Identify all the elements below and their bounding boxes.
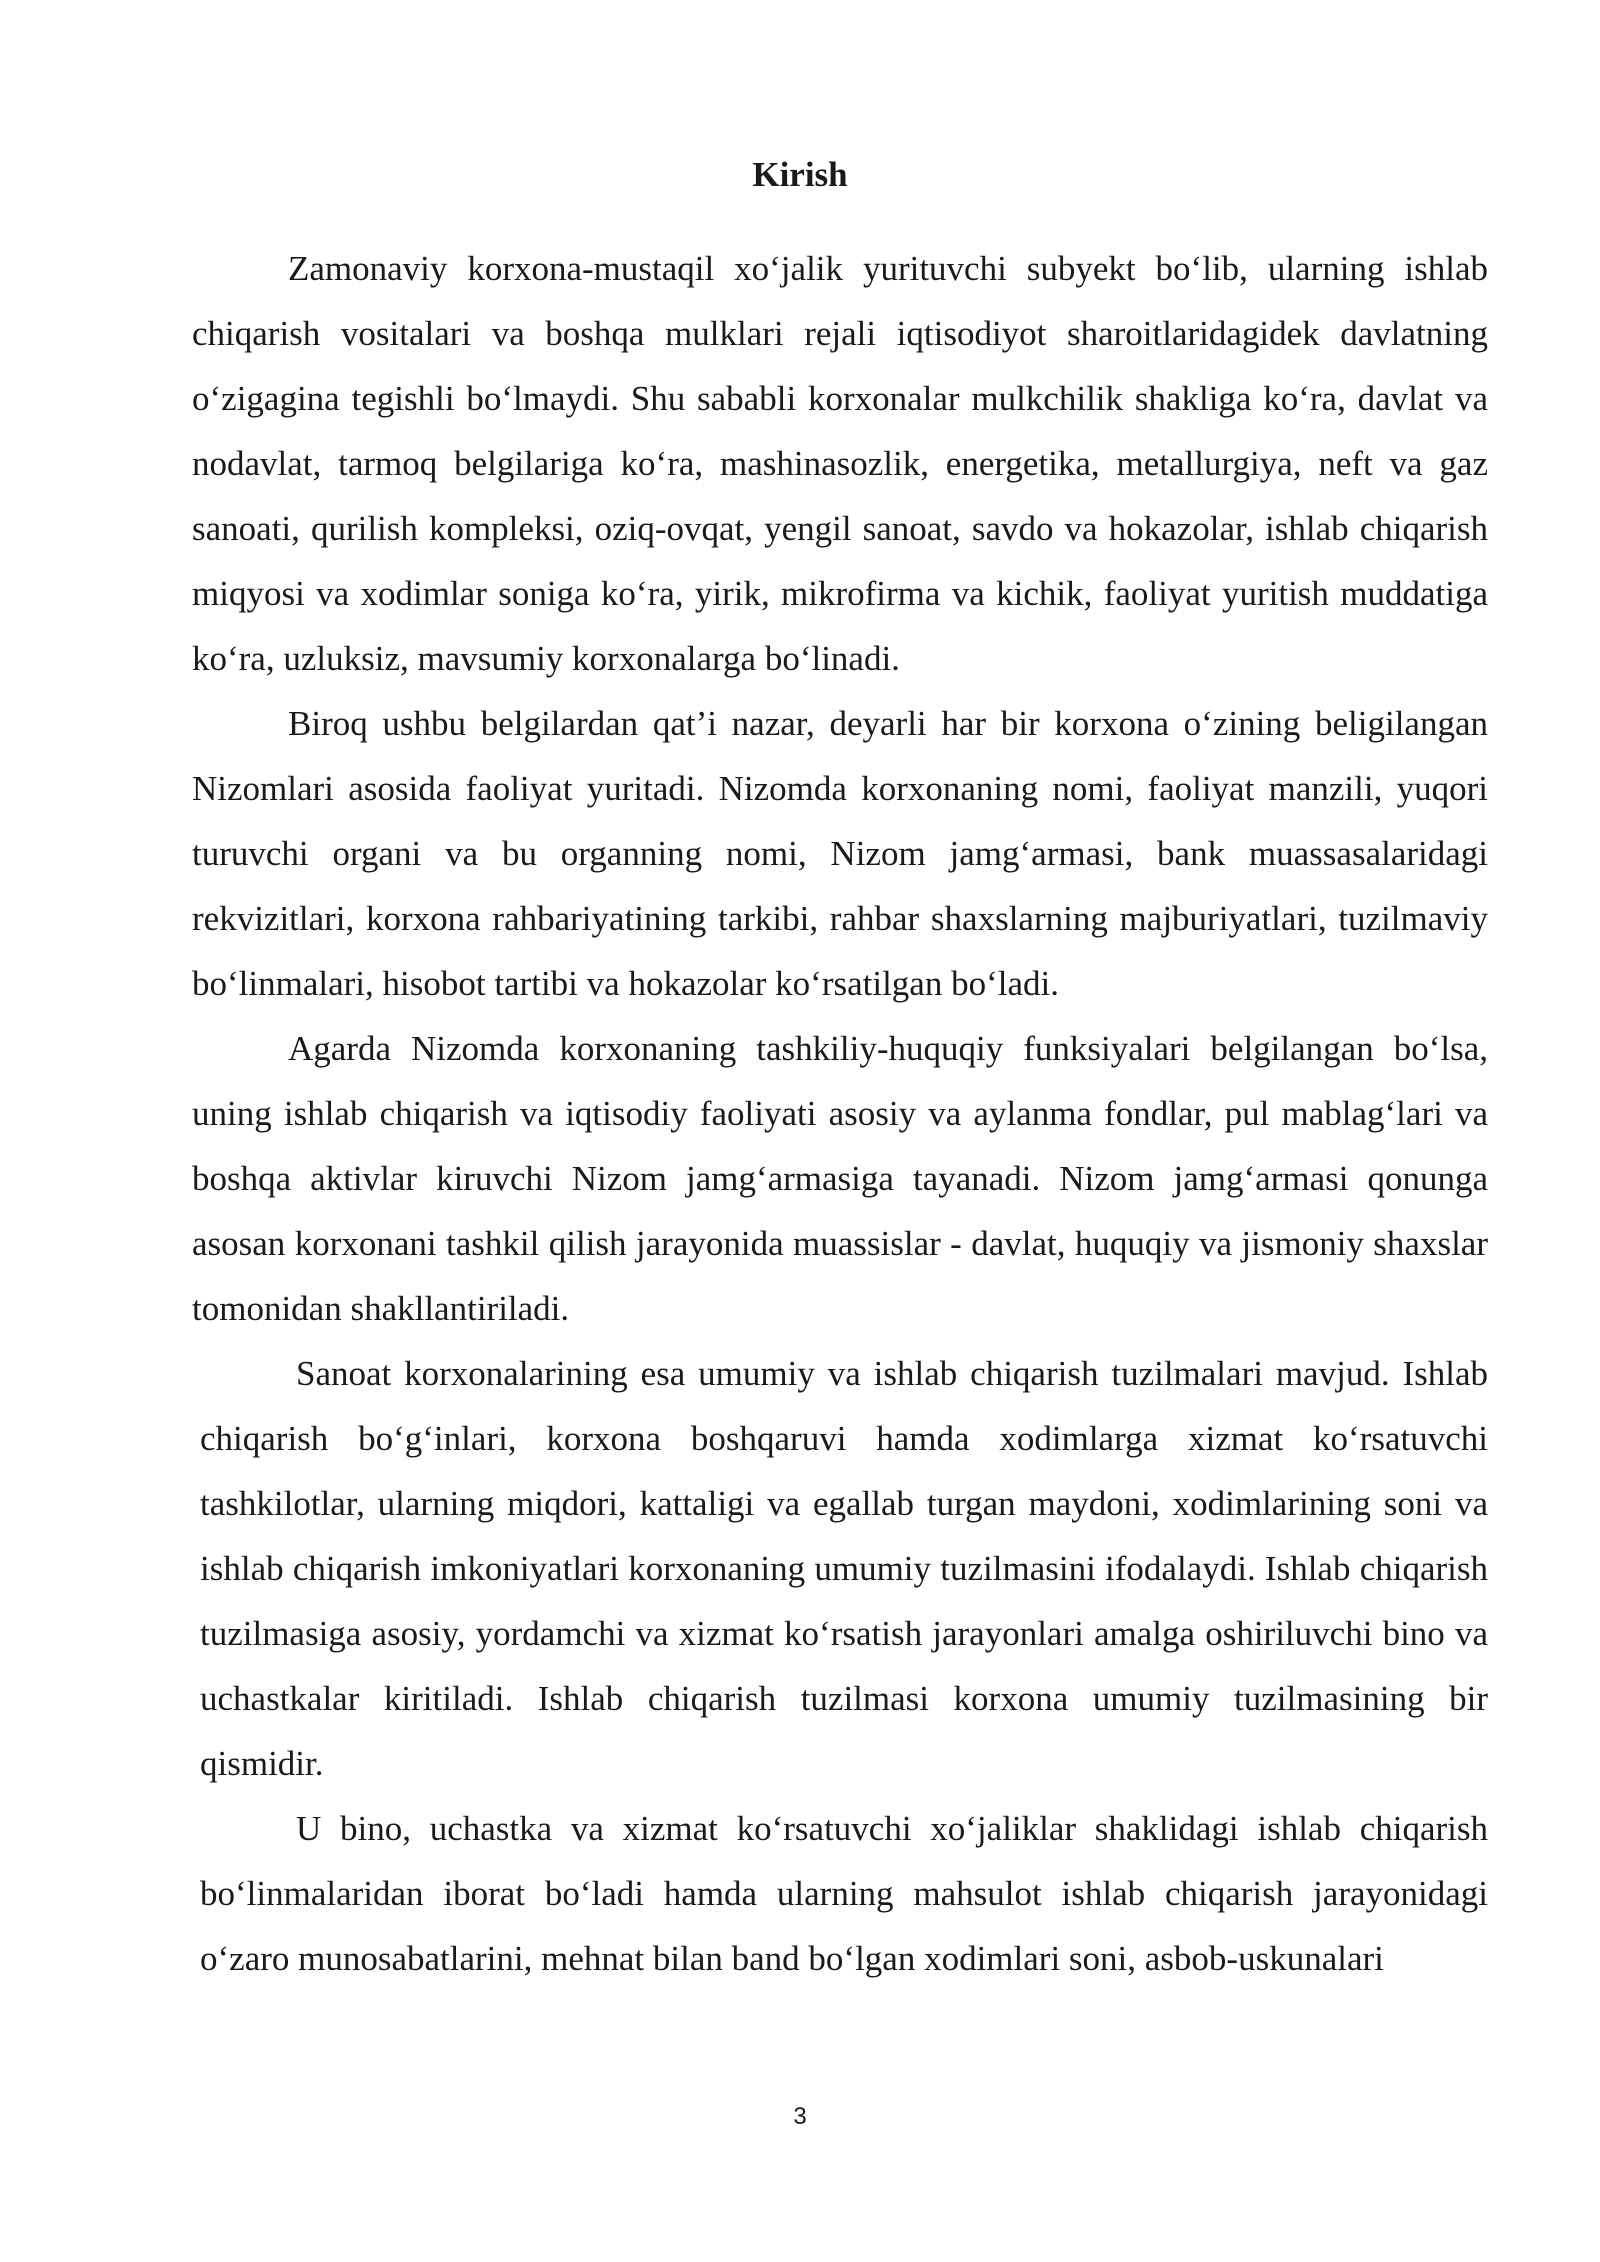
paragraph-5: U bino, uchastka va xizmat ko‘rsatuvchi xo‘jaliklar shaklidagi ishlab chiqarish bo‘linmalaridan iborat bo‘ladi hamda ularning mahsulot ishlab chiqarish jarayonidagi o‘zaro munosabatlarini, mehnat bilan band bo‘lgan xodimlari soni, asbob-uskunalari (200, 1809, 1488, 1978)
paragraph-3: Agarda Nizomda korxonaning tashkiliy-huquqiy funksiyalari belgilangan bo‘lsa, uning ishlab chiqarish va iqtisodiy faoliyati asosiy va aylanma fondlar, pul mablag‘lari va boshqa aktivlar kiruvchi Nizom jamg‘armasiga tayanadi. Nizom jamg‘armasi qonunga asosan korxonani tashkil qilish jarayonida muassislar - davlat, huquqiy va jismoniy shaxslar tomonidan shakllantiriladi. (192, 1029, 1488, 1328)
paragraph-1: Zamonaviy korxona-mustaqil xo‘jalik yurituvchi subyekt bo‘lib, ularning ishlab chiqarish vositalari va boshqa mulklari rejali iqtisodiyot sharoitlaridagidek davlatning o‘zigagina tegishli bo‘lmaydi. Shu sababli korxonalar mulkchilik shakliga ko‘ra, davlat va nodavlat, tarmoq belgilariga ko‘ra, mashinasozlik, energetika, metallurgiya, neft va gaz sanoati, qurilish kompleksi, oziq-ovqat, yengil sanoat, savdo va hokazolar, ishlab chiqarish miqyosi va xodimlar soniga ko‘ra, yirik, mikrofirma va kichik, faoliyat yuritish muddatiga ko‘ra, uzluksiz, mavsumiy korxonalarga bo‘linadi. (192, 249, 1488, 678)
paragraph-2: Biroq ushbu belgilardan qat’i nazar, deyarli har bir korxona o‘zining beligilangan Nizomlari asosida faoliyat yuritadi. Nizomda korxonaning nomi, faoliyat manzili, yuqori turuvchi organi va bu organning nomi, Nizom jamg‘armasi, bank muassasalaridagi rekvizitlari, korxona rahbariyatining tarkibi, rahbar shaxslarning majburiyatlari, tuzilmaviy bo‘linmalari, hisobot tartibi va hokazolar ko‘rsatilgan bo‘ladi. (192, 704, 1488, 1003)
paragraph-4: Sanoat korxonalarining esa umumiy va ishlab chiqarish tuzilmalari mavjud. Ishlab chiqarish bo‘g‘inlari, korxona boshqaruvi hamda xodimlarga xizmat ko‘rsatuvchi tashkilotlar, ularning miqdori, kattaligi va egallab turgan maydoni, xodimlarining soni va ishlab chiqarish imkoniyatlari korxonaning umumiy tuzilmasini ifodalaydi. Ishlab chiqarish tuzilmasiga asosiy, yordamchi va xizmat ko‘rsatish jarayonlari amalga oshiriluvchi bino va uchastkalar kiritiladi. Ishlab chiqarish tuzilmasi korxona umumiy tuzilmasining bir qismidir. (200, 1354, 1488, 1783)
page-title: Kirish (752, 155, 848, 194)
page-number: 3 (793, 2103, 807, 2130)
body-text (192, 236, 1488, 1991)
